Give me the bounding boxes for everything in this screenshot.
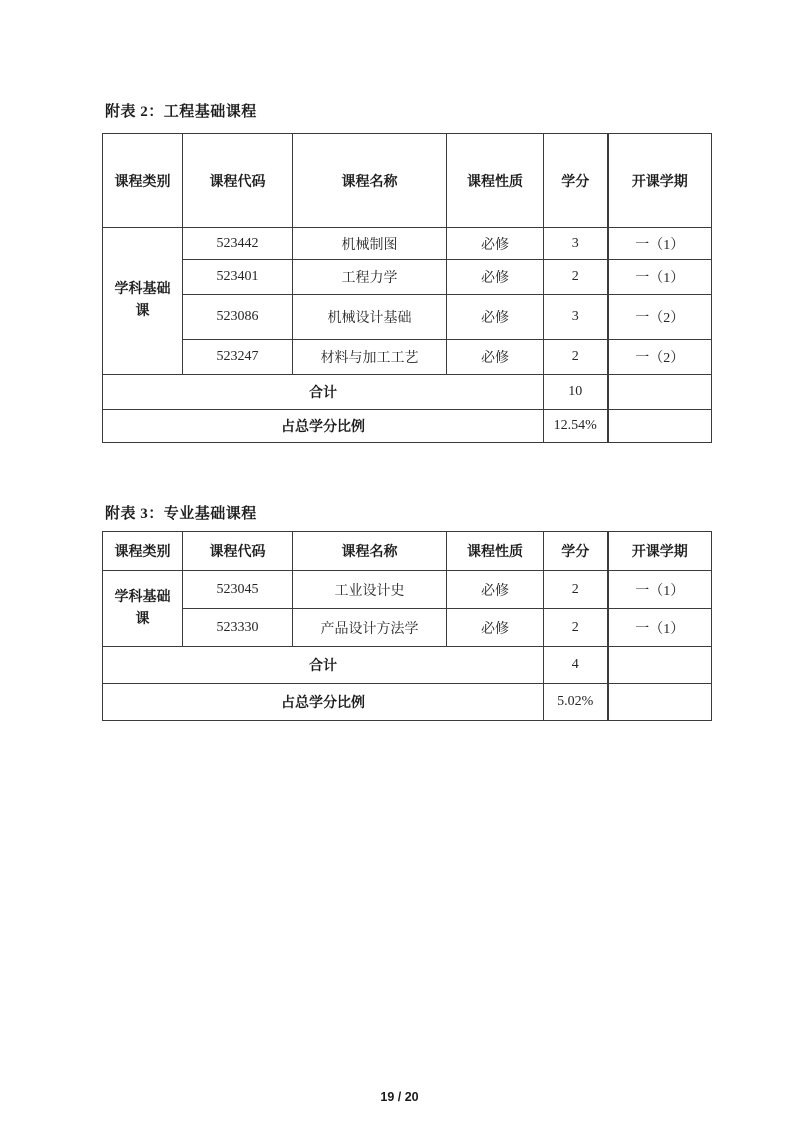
- cell-credits: 2: [544, 609, 608, 647]
- cell-course-code: 523045: [183, 571, 293, 609]
- total-semester-empty: [608, 375, 712, 410]
- header-credits: 学分: [544, 134, 608, 228]
- cell-course-nature: 必修: [447, 295, 544, 340]
- header-course-name: 课程名称: [293, 532, 447, 571]
- total-label: 合计: [103, 647, 544, 684]
- cell-course-nature: 必修: [447, 228, 544, 260]
- cell-course-name: 工程力学: [293, 260, 447, 295]
- table-row: [103, 228, 712, 260]
- header-course-category: 课程类别: [103, 532, 183, 571]
- cell-course-code: 523442: [183, 228, 293, 260]
- professional-foundation-table: [102, 531, 712, 721]
- total-credits: 4: [544, 647, 608, 684]
- cell-course-name: 机械设计基础: [293, 295, 447, 340]
- cell-course-code: 523330: [183, 609, 293, 647]
- cell-semester: 一（1）: [608, 571, 712, 609]
- ratio-semester-empty: [608, 684, 712, 721]
- ratio-row: [103, 410, 712, 443]
- ratio-semester-empty: [608, 410, 712, 443]
- cell-course-nature: 必修: [447, 340, 544, 375]
- cell-semester: 一（1）: [608, 228, 712, 260]
- table-row: [103, 340, 712, 375]
- header-semester: 开课学期: [608, 532, 712, 571]
- ratio-row: [103, 684, 712, 721]
- header-semester: 开课学期: [608, 134, 712, 228]
- header-course-name: 课程名称: [293, 134, 447, 228]
- header-course-category: 课程类别: [103, 134, 183, 228]
- cell-semester: 一（2）: [608, 295, 712, 340]
- table-row: [103, 295, 712, 340]
- cell-course-name: 材料与加工工艺: [293, 340, 447, 375]
- table-2-title: 附表 2：工程基础课程: [105, 104, 257, 120]
- header-course-code: 课程代码: [183, 134, 293, 228]
- header-course-code: 课程代码: [183, 532, 293, 571]
- cell-course-name: 产品设计方法学: [293, 609, 447, 647]
- cell-course-name: 机械制图: [293, 228, 447, 260]
- header-course-nature: 课程性质: [447, 134, 544, 228]
- engineering-foundation-table: [102, 133, 712, 443]
- cell-semester: 一（2）: [608, 340, 712, 375]
- cell-semester: 一（1）: [608, 260, 712, 295]
- cell-credits: 3: [544, 295, 608, 340]
- table-3-title: 附表 3：专业基础课程: [105, 506, 257, 522]
- cell-course-nature: 必修: [447, 571, 544, 609]
- total-semester-empty: [608, 647, 712, 684]
- cell-category: [103, 228, 183, 375]
- cell-credits: 2: [544, 571, 608, 609]
- cell-credits: 2: [544, 260, 608, 295]
- table-header-row: [103, 134, 712, 228]
- category-label: 学科基础课: [114, 282, 171, 319]
- header-credits: 学分: [544, 532, 608, 571]
- cell-course-code: 523086: [183, 295, 293, 340]
- table-row: [103, 571, 712, 609]
- ratio-label: 占总学分比例: [103, 684, 544, 721]
- cell-category: [103, 571, 183, 647]
- total-credits: 10: [544, 375, 608, 410]
- cell-course-nature: 必修: [447, 609, 544, 647]
- ratio-value: 5.02%: [544, 684, 608, 721]
- total-label: 合计: [103, 375, 544, 410]
- cell-credits: 2: [544, 340, 608, 375]
- cell-semester: 一（1）: [608, 609, 712, 647]
- page-number: 19 / 20: [380, 1090, 419, 1104]
- table-row: [103, 260, 712, 295]
- cell-credits: 3: [544, 228, 608, 260]
- cell-course-name: 工业设计史: [293, 571, 447, 609]
- ratio-label: 占总学分比例: [103, 410, 544, 443]
- cell-course-nature: 必修: [447, 260, 544, 295]
- cell-course-code: 523401: [183, 260, 293, 295]
- ratio-value: 12.54%: [544, 410, 608, 443]
- table-row: [103, 609, 712, 647]
- total-row: [103, 375, 712, 410]
- cell-course-code: 523247: [183, 340, 293, 375]
- total-row: [103, 647, 712, 684]
- table-header-row: [103, 532, 712, 571]
- header-course-nature: 课程性质: [447, 532, 544, 571]
- category-label: 学科基础课: [114, 589, 171, 627]
